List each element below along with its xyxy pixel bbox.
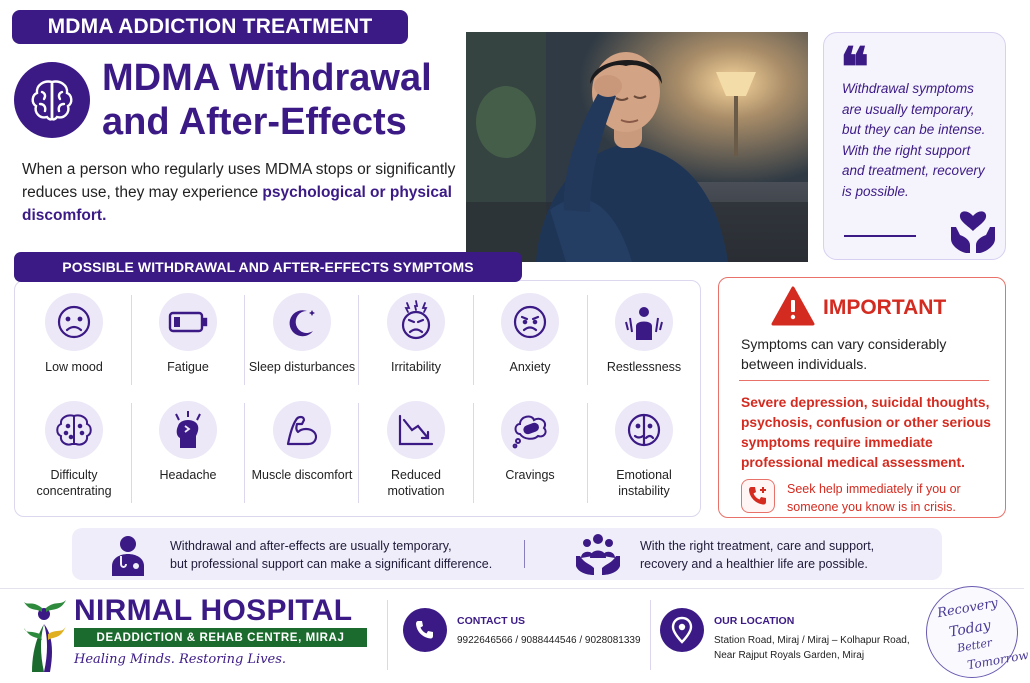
support-divider	[524, 540, 525, 568]
title-line-2: and After-Effects	[102, 101, 407, 143]
warning-icon	[771, 286, 815, 326]
contact-heading: CONTACT US	[457, 615, 526, 627]
symptom-anxiety	[473, 281, 587, 393]
stamp-line-1: Recovery	[936, 595, 1000, 622]
footer-divider	[0, 588, 1024, 589]
hospital-tagline: Healing Minds. Restoring Lives.	[74, 652, 287, 667]
worried-face-icon	[511, 303, 549, 341]
symptom-label: Irritability	[390, 360, 441, 374]
category-tag: MDMA ADDICTION TREATMENT	[12, 10, 408, 44]
symptom-fatigue	[131, 281, 245, 393]
location-pin-icon	[671, 617, 693, 643]
distressed-man-photo	[466, 32, 808, 262]
intro-text: When a person who regularly uses MDMA stops or significantly reduces use, they may experience	[22, 161, 456, 201]
footer-separator	[387, 600, 388, 670]
split-face-icon	[625, 411, 663, 449]
support-left-line-1: Withdrawal and after-effects are usually temporary,	[170, 539, 452, 553]
moon-icon	[283, 303, 321, 341]
symptom-label: Headache	[159, 468, 217, 482]
symptom-label: Sleep disturbances	[248, 360, 356, 374]
support-left-line-2: but professional support can make a significant difference.	[170, 557, 493, 571]
support-banner	[72, 528, 942, 580]
support-right-line-2: recovery and a healthier life are possible.	[640, 557, 868, 571]
symptom-label: Low mood	[45, 360, 103, 374]
location-line-2: Near Rajput Royals Garden, Miraj	[714, 650, 865, 661]
location-badge	[660, 608, 704, 652]
hospital-subtitle: DEADDICTION & REHAB CENTRE, MIRAJ	[74, 628, 367, 647]
important-text-vary: Symptoms can vary considerably between individuals.	[741, 336, 947, 372]
phone-plus-icon	[746, 484, 770, 508]
symptom-restlessness	[587, 281, 701, 393]
symptoms-grid	[14, 280, 701, 517]
important-title: IMPORTANT	[823, 296, 947, 319]
contact-phone-numbers[interactable]: 9922646566 / 9088444546 / 9028081339	[457, 635, 641, 646]
quote-mark-icon: ❝	[840, 35, 870, 99]
symptom-label: Anxiety	[509, 360, 551, 374]
support-right-line-1: With the right treatment, care and support,	[640, 539, 875, 553]
angry-face-icon	[395, 301, 437, 343]
symptom-label: Reduced motivation	[387, 468, 445, 498]
low-battery-icon	[168, 310, 208, 334]
contact-badge	[403, 608, 447, 652]
symptom-label: Difficulty concentrating	[36, 468, 112, 498]
restless-person-icon	[624, 302, 664, 342]
heart-hands-icon	[948, 209, 998, 255]
symptom-sleep	[245, 281, 359, 393]
location-line-1: Station Road, Miraj / Miraj – Kolhapur Road,	[714, 635, 910, 646]
hospital-name: NIRMAL HOSPITAL	[74, 594, 353, 627]
important-divider	[739, 380, 989, 381]
symptom-emotional	[587, 389, 701, 501]
symptom-cravings	[473, 389, 587, 501]
important-text-severe: Severe depression, suicidal thoughts, psychosis, confusion or other serious symptoms require immediate professional medical assessment.	[741, 395, 991, 470]
sad-face-icon	[55, 303, 93, 341]
headache-icon	[168, 410, 208, 450]
symptom-label: Emotional instability	[616, 468, 672, 498]
quote-text: Withdrawal symptoms are usually temporary, but they can be intense. With the right support and treatment, recovery is possible.	[842, 81, 986, 199]
brain-badge	[14, 62, 90, 138]
symptom-headache	[131, 389, 245, 501]
symptom-label: Restlessness	[606, 360, 682, 374]
doctor-icon	[106, 534, 150, 576]
location-heading: OUR LOCATION	[714, 615, 795, 627]
title-line-1: MDMA Withdrawal	[102, 57, 432, 99]
symptom-muscle	[245, 389, 359, 501]
support-text-right	[640, 537, 930, 573]
brain-icon	[26, 74, 78, 126]
important-box	[718, 277, 1006, 518]
intro-strong-text: psychological or physical discomfort.	[22, 184, 452, 224]
brain-icon	[54, 412, 94, 448]
stamp-line-2: Today	[947, 617, 992, 641]
intro-paragraph	[22, 158, 462, 227]
symptom-label: Cravings	[505, 468, 555, 482]
stamp-line-3: Better	[956, 636, 994, 655]
hospital-logo-icon	[22, 594, 68, 674]
muscle-arm-icon	[282, 410, 322, 450]
emergency-phone-badge	[741, 479, 775, 513]
symptom-label: Fatigue	[167, 360, 209, 374]
phone-icon	[413, 618, 437, 642]
symptom-motivation	[359, 389, 473, 501]
symptom-label: Muscle discomfort	[251, 468, 353, 482]
recovery-stamp	[926, 586, 1030, 678]
quote-divider	[844, 235, 916, 237]
quote-card	[823, 32, 1006, 260]
important-text-crisis: Seek help immediately if you or someone you know is in crisis.	[787, 482, 961, 514]
support-text-left	[170, 537, 510, 573]
page-title	[102, 56, 482, 144]
symptoms-heading: POSSIBLE WITHDRAWAL AND AFTER-EFFECTS SYMPTOMS	[14, 252, 522, 282]
location-address	[714, 633, 914, 663]
symptom-low-mood	[17, 281, 131, 393]
pill-thought-icon	[510, 410, 550, 450]
footer-separator	[650, 600, 651, 670]
symptom-concentration	[17, 389, 131, 501]
stamp-line-4: Tomorrow	[966, 647, 1030, 673]
supportive-hands-icon	[574, 532, 622, 576]
down-trend-icon	[396, 412, 436, 448]
symptom-irritability	[359, 281, 473, 393]
